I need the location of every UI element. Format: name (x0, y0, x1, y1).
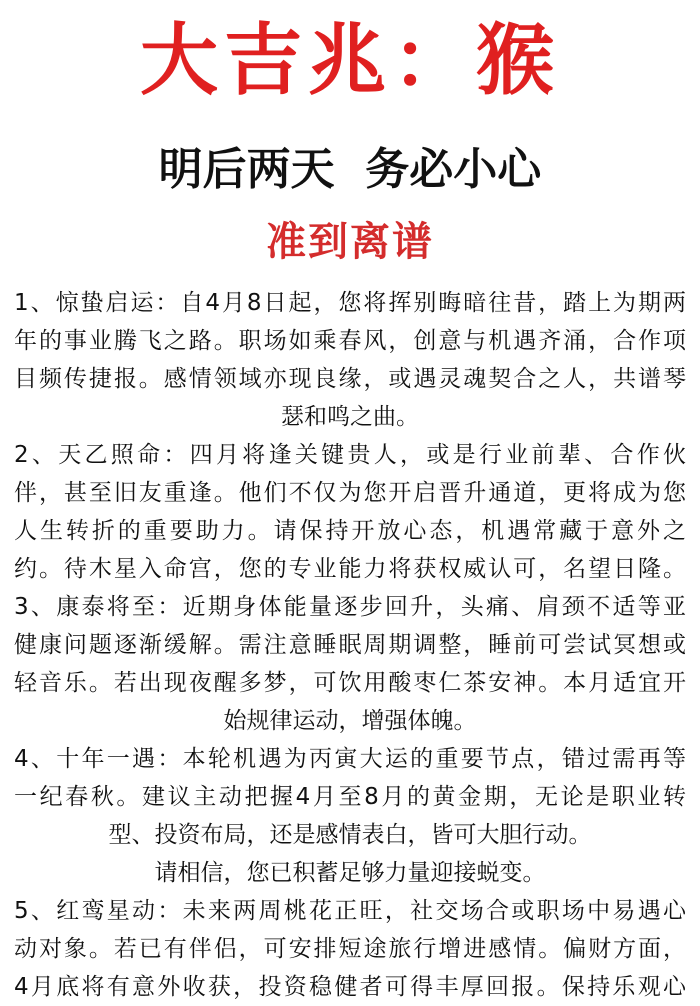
subtitle: 明后两天 务必小心 (158, 144, 542, 195)
text-line: 4、十年一遇：本轮机遇为丙寅大运的重要节点，错过需再等 (14, 746, 686, 772)
text-line: 轻音乐。若出现夜醒多梦，可饮用酸枣仁茶安神。本月适宜开 (14, 670, 686, 696)
text-line: 1、惊蛰启运：自4月8日起，您将挥别晦暗往昔，踏上为期两 (14, 290, 686, 316)
text-line: 始规律运动，增强体魄。 (223, 708, 477, 734)
text-line: 一纪春秋。建议主动把握4月至8月的黄金期，无论是职业转 (14, 784, 686, 810)
page-title: 大吉兆：猴 (139, 16, 560, 106)
text-line: 2、天乙照命：四月将逢关键贵人，或是行业前辈、合作伙 (14, 442, 686, 468)
tagline: 准到离谱 (266, 219, 434, 265)
text-line: 3、康泰将至：近期身体能量逐步回升，头痛、肩颈不适等亚 (14, 594, 686, 620)
text-line: 型、投资布局，还是感情表白，皆可大胆行动。 (108, 822, 592, 848)
text-line: 动对象。若已有伴侣，可安排短途旅行增进感情。偏财方面， (14, 936, 686, 962)
text-line: 4月底将有意外收获，投资稳健者可得丰厚回报。保持乐观心 (14, 974, 686, 1000)
text-line: 请相信，您已积蓄足够力量迎接蜕变。 (154, 860, 546, 886)
text-line: 人生转折的重要助力。请保持开放心态，机遇常藏于意外之 (14, 518, 686, 544)
text-line: 5、红鸾星动：未来两周桃花正旺，社交场合或职场中易遇心 (14, 898, 686, 924)
text-line: 目频传捷报。感情领域亦现良缘，或遇灵魂契合之人，共谱琴 (14, 366, 686, 392)
text-line: 年的事业腾飞之路。职场如乘春风，创意与机遇齐涌，合作项 (14, 328, 686, 354)
text-line: 约。待木星入命宫，您的专业能力将获权威认可，名望日隆。 (14, 556, 686, 582)
body-text (14, 284, 686, 1006)
text-line: 健康问题逐渐缓解。需注意睡眠周期调整，睡前可尝试冥想或 (14, 632, 686, 658)
text-line: 瑟和鸣之曲。 (281, 404, 419, 430)
text-line: 伴，甚至旧友重逢。他们不仅为您开启晋升通道，更将成为您 (14, 480, 686, 506)
